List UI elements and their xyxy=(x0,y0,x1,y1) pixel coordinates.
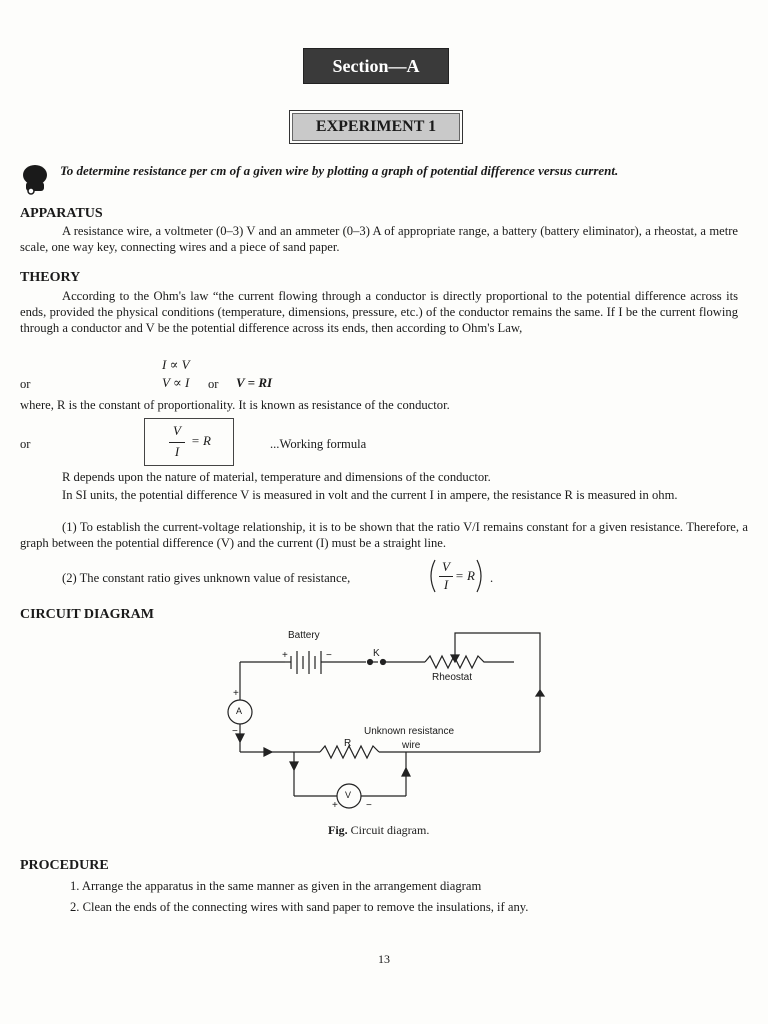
equation-v-prop-i: V ∝ I xyxy=(162,375,190,390)
theory-para-depends: R depends upon the nature of material, temperature and dimensions of the conductor. xyxy=(62,470,491,484)
figure-caption xyxy=(328,823,429,838)
ammeter-label: A xyxy=(236,706,243,716)
figure-caption-prefix: Fig. xyxy=(328,823,348,837)
wire-label: wire xyxy=(402,740,421,751)
ammeter-plus-label: + xyxy=(233,688,239,699)
ammeter-minus-label: − xyxy=(232,726,238,737)
apparatus-text: A resistance wire, a voltmeter (0–3) V and an ammeter (0–3) A of appropriate range, a battery (battery eliminator), a rheostat, a metre scale, one way key, connecting wires and a piece of sand paper. xyxy=(20,224,738,254)
section-title: Section—A xyxy=(303,48,449,84)
circuit-diagram-heading: CIRCUIT DIAGRAM xyxy=(20,607,154,622)
battery-plus-label: + xyxy=(282,650,288,661)
or-label-inline: or xyxy=(208,377,219,391)
theory-para-si-units: In SI units, the potential difference V is measured in volt and the current I in ampere, the resistance R is measured in ohm. xyxy=(62,488,678,502)
voltmeter-label: V xyxy=(345,790,352,800)
equation-v-equals-ri: V = RI xyxy=(236,375,273,390)
battery-label: Battery xyxy=(288,630,320,641)
aim-text: To determine resistance per cm of a given wire by plotting a graph of potential difference versus current. xyxy=(60,163,619,178)
rheostat-label: Rheostat xyxy=(432,672,473,683)
theory-where-text: where, R is the constant of proportionality. It is known as resistance of the conductor. xyxy=(20,398,450,412)
procedure-step-2: 2. Clean the ends of the connecting wires with sand paper to remove the insulations, if any. xyxy=(70,900,529,914)
ratio-denominator: I xyxy=(443,577,449,592)
page-number: 13 xyxy=(378,952,390,966)
unknown-resistance-label: Unknown resistance xyxy=(364,726,455,737)
or-label: or xyxy=(20,377,31,391)
theory-para-point-1: (1) To establish the current-voltage relationship, it is to be shown that the ratio V/I remains constant for a given resistance. Therefore, a graph between the potential difference (V) and the current (I) must be a straight line. xyxy=(20,520,748,550)
apparatus-heading: APPARATUS xyxy=(20,206,103,221)
voltmeter-minus-label: − xyxy=(366,800,372,811)
key-label: K xyxy=(373,648,380,659)
formula-rhs: = R xyxy=(191,433,211,448)
theory-heading: THEORY xyxy=(20,270,81,285)
key-symbol xyxy=(368,660,426,665)
ratio-numerator: V xyxy=(442,559,450,574)
ratio-period: . xyxy=(490,571,494,585)
r-label: R xyxy=(344,738,352,749)
rheostat-symbol xyxy=(425,656,514,668)
battery-minus-label: − xyxy=(326,650,332,661)
procedure-heading: PROCEDURE xyxy=(20,858,109,873)
voltmeter-plus-label: + xyxy=(332,800,338,811)
procedure-step-1: 1. Arrange the apparatus in the same manner as given in the arrangement diagram xyxy=(70,879,482,893)
ratio-rhs: = R xyxy=(455,568,475,583)
working-formula-label: ...Working formula xyxy=(270,437,367,451)
figure-caption-text: Circuit diagram. xyxy=(350,823,430,837)
formula-numerator: V xyxy=(173,423,181,438)
theory-para-ohms-law: According to the Ohm's law “the current flowing through a conductor is directly proportional to the potential difference across its ends, provided the physical conditions (temperature, dimensions, pressure, etc.) of the conductor remains the same. If I be the current flowing through a conductor and V be the potential difference across its ends, then according to Ohm's Law, xyxy=(20,289,738,335)
equation-proportional: I ∝ V xyxy=(162,357,190,372)
theory-para-point-2: (2) The constant ratio gives unknown value of resistance, xyxy=(62,571,351,585)
or-label-2: or xyxy=(20,437,31,451)
experiment-title: EXPERIMENT 1 xyxy=(292,113,460,141)
formula-denominator: I xyxy=(174,444,180,459)
